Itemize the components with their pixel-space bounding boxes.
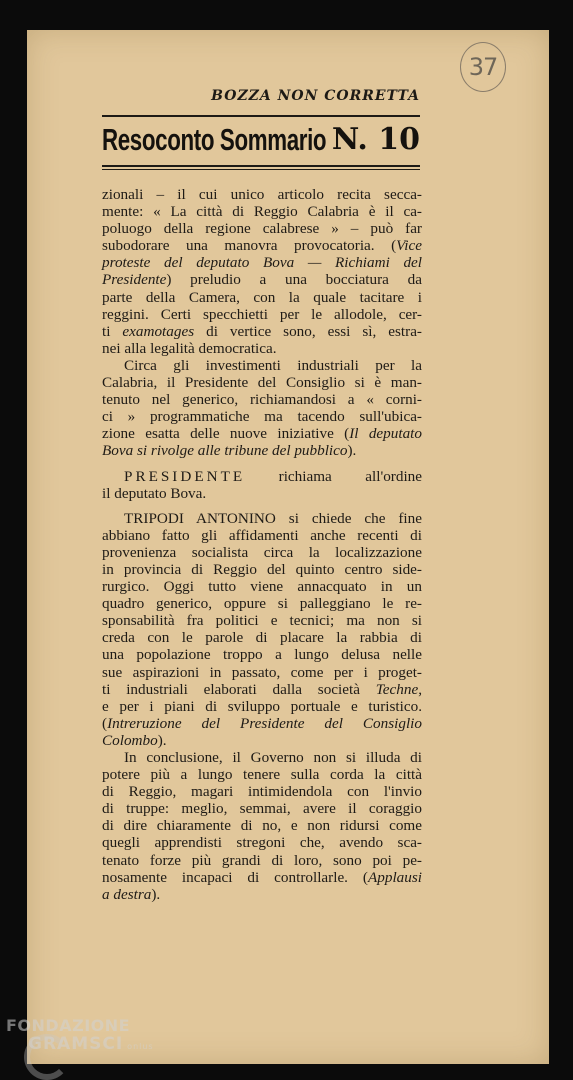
body-text: ti (102, 322, 123, 340)
document-body (102, 186, 422, 903)
body-text: ti industriali elaborati dalla società (102, 680, 376, 698)
italic-text: examotages (122, 322, 195, 340)
body-text: di truppe: meglio, semmai, avere il coraggio (102, 800, 422, 818)
body-line (102, 271, 422, 288)
italic-text: Il deputato (349, 425, 422, 443)
body-text: Calabria, il Presidente del Consiglio si è man- (102, 374, 422, 392)
body-line (102, 869, 422, 886)
body-line (102, 749, 422, 766)
header-rule-top (102, 115, 420, 117)
body-line (102, 203, 422, 220)
body-line (102, 886, 422, 903)
header-rule-bottom-thin (102, 169, 420, 170)
body-line (102, 510, 422, 527)
body-line (102, 681, 422, 698)
body-text: di Reggio, magari intimidendola con l'invio (102, 783, 422, 801)
body-text: e per i piani di sviluppo portuale e turistico. (102, 697, 422, 715)
body-text: , (418, 680, 422, 698)
body-text: potere più a lungo tenere sulla corda la città (102, 766, 422, 784)
body-line (102, 485, 422, 502)
body-line (102, 595, 422, 612)
archive-number-stamp: 37 (460, 42, 506, 92)
body-text: ( (102, 714, 108, 732)
body-line (102, 186, 422, 203)
body-line (102, 468, 422, 485)
body-line (102, 561, 422, 578)
body-text: parte della Camera, con la quale tacitare i (102, 288, 422, 306)
body-line (102, 425, 422, 442)
body-text: il deputato Bova. (102, 484, 207, 502)
body-text: richiama all'ordine (245, 467, 422, 485)
body-line (102, 732, 422, 749)
watermark-line-1: FONDAZIONE (6, 1016, 131, 1035)
body-text: nei alla legalità democratica. (102, 339, 277, 357)
body-text: ). (347, 442, 357, 460)
body-line (102, 374, 422, 391)
title-number: N. 10 (331, 122, 420, 157)
draft-label: BOZZA NON CORRETTA (211, 88, 420, 104)
italic-text: proteste del deputato Bova — Richiami del (102, 254, 422, 272)
watermark-line-2-text: GRAMSCI (28, 1034, 124, 1054)
body-text: tenato forze più grandi di loro, sono poi pe- (102, 851, 422, 869)
header-rule-bottom (102, 165, 420, 167)
body-line (102, 323, 422, 340)
body-text: ). (157, 731, 167, 749)
body-text: di dire chiaramente di no, e non ridursi come (102, 817, 422, 835)
body-line (102, 698, 422, 715)
body-text: provenienza socialista circa la localizzazione (102, 543, 422, 561)
watermark-line-3: onlus (127, 1042, 154, 1051)
body-text: quadro generico, oppure si palleggiano le re- (102, 595, 422, 613)
body-text: nosamente incapaci di controllarle. ( (102, 868, 368, 886)
body-line (102, 289, 422, 306)
body-text: di vertice sono, essi sì, estra- (194, 322, 422, 340)
body-line (102, 442, 422, 459)
body-text: tenuto nel generico, richiamandosi a « corni- (102, 391, 422, 409)
body-text: ci » programmatiche ma tacendo sull'ubica- (102, 408, 422, 426)
body-line (102, 715, 422, 732)
body-text: In conclusione, il Governo non si illuda di (124, 749, 422, 766)
title-text: Resoconto Sommario (102, 122, 327, 157)
body-text: PRESIDENTE (124, 467, 246, 485)
body-line (102, 220, 422, 237)
body-text: poluogo della regione calabrese » – può far (102, 220, 422, 238)
document-title (102, 122, 420, 158)
watermark (6, 1018, 154, 1053)
body-text: ). (151, 885, 161, 903)
body-line (102, 340, 422, 357)
body-line (102, 834, 422, 851)
body-line (102, 527, 422, 544)
body-line (102, 306, 422, 323)
watermark-line-2 (28, 1036, 154, 1053)
body-line (102, 817, 422, 834)
body-line (102, 357, 422, 374)
body-line (102, 254, 422, 271)
body-line (102, 800, 422, 817)
body-line (102, 664, 422, 681)
body-line (102, 544, 422, 561)
body-line (102, 391, 422, 408)
body-text: rurgico. Oggi tutto viene annacquato in un (102, 578, 422, 596)
body-line (102, 783, 422, 800)
italic-text: Presidente (102, 271, 167, 289)
body-line (102, 766, 422, 783)
body-text: quegli apprendisti stregoni che, avendo sca- (102, 834, 422, 852)
body-text: Circa gli investimenti industriali per la (124, 356, 422, 374)
body-text: ) preludio a una bocciatura da (166, 271, 422, 289)
body-text: abbiano fatto gli affidamenti anche recenti di (102, 526, 422, 544)
body-text: TRIPODI ANTONINO si chiede che fine (124, 509, 422, 527)
body-line (102, 852, 422, 869)
italic-text: Colombo (102, 731, 158, 749)
body-line (102, 612, 422, 629)
italic-text: Applausi (367, 868, 422, 886)
body-text: in provincia di Reggio del quinto centro side- (102, 560, 422, 578)
italic-text: a destra (102, 885, 152, 903)
body-line (102, 578, 422, 595)
body-line (102, 646, 422, 663)
body-line (102, 408, 422, 425)
body-text: una popolazione troppo a lungo delusa nelle (102, 646, 422, 664)
body-text: zione esatta delle nuove iniziative ( (102, 425, 350, 443)
italic-text: Techne (375, 680, 419, 698)
body-text: sue aspirazioni in passato, come per i proget- (102, 663, 422, 681)
body-text: reggini. Certi specchietti per le allodole, cer- (102, 305, 422, 323)
body-line (102, 237, 422, 254)
body-text: mente: « La città di Reggio Calabria è il ca- (102, 203, 422, 221)
italic-text: Vice (396, 237, 422, 255)
body-text: subodorare una manovra provocatoria. ( (102, 237, 397, 255)
body-text: sponsabilità fra politici e tecnici; ma non si (102, 612, 422, 630)
body-line (102, 629, 422, 646)
body-text: zionali – il cui unico articolo recita secca- (102, 186, 422, 203)
body-text: creda con le parole di placare la rabbia di (102, 629, 422, 647)
italic-text: Intreruzione del Presidente del Consiglio (107, 714, 422, 732)
italic-text: Bova si rivolge alle tribune del pubblico (102, 442, 348, 460)
